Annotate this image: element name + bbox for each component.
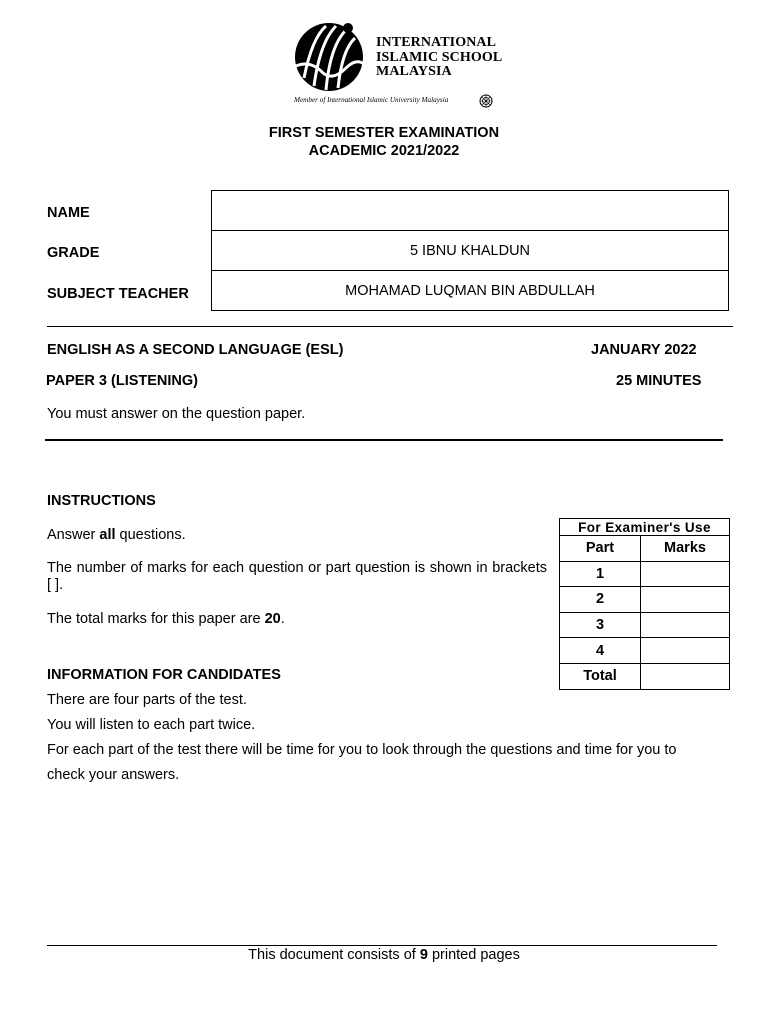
instructions-heading: INSTRUCTIONS — [47, 493, 156, 509]
marks-cell — [641, 612, 730, 638]
part-header: Part — [560, 536, 641, 562]
exam-title: FIRST SEMESTER EXAMINATION — [268, 125, 500, 141]
part-cell: 3 — [560, 612, 641, 638]
examiner-use-table — [559, 518, 730, 690]
total-marks-cell — [641, 663, 730, 689]
academic-year: ACADEMIC 2021/2022 — [308, 143, 460, 159]
answer-note: You must answer on the question paper. — [47, 406, 306, 422]
marks-cell — [641, 561, 730, 587]
divider-top — [47, 326, 733, 327]
grade-label: GRADE — [47, 245, 100, 261]
info-line: You will listen to each part twice. — [47, 717, 256, 733]
footer-rule — [47, 945, 717, 946]
total-marks-line: The total marks for this paper are 20. — [47, 611, 285, 627]
school-logo-mark-icon — [292, 20, 374, 94]
school-name: INTERNATIONAL ISLAMIC SCHOOL MALAYSIA — [376, 35, 503, 79]
info-line: There are four parts of the test. — [47, 692, 247, 708]
part-cell: 2 — [560, 587, 641, 613]
paper-title: PAPER 3 (LISTENING) — [46, 373, 198, 389]
info-line: For each part of the test there will be time for you to look through the questions and time for you to — [47, 742, 677, 758]
exam-duration: 25 MINUTES — [616, 373, 702, 389]
name-label: NAME — [47, 205, 90, 221]
teacher-label: SUBJECT TEACHER — [47, 286, 189, 302]
teacher-value: MOHAMAD LUQMAN BIN ABDULLAH — [345, 283, 595, 299]
exam-date: JANUARY 2022 — [591, 342, 697, 358]
marks-header: Marks — [641, 536, 730, 562]
name-field — [212, 191, 728, 231]
marks-cell — [641, 587, 730, 613]
member-tagline: Member of International Islamic University Malaysia — [294, 96, 449, 104]
school-logo — [292, 20, 502, 112]
part-cell: 4 — [560, 638, 641, 664]
part-cell: 1 — [560, 561, 641, 587]
university-emblem-icon — [479, 94, 493, 108]
examiner-table-title: For Examiner's Use — [560, 519, 730, 536]
page-count-note: This document consists of 9 printed pages — [248, 947, 520, 963]
marks-note: The number of marks for each question or part question is shown in brackets [ ]. — [47, 560, 547, 593]
info-line: check your answers. — [47, 767, 180, 783]
divider-bottom — [45, 439, 723, 441]
total-label: Total — [560, 663, 641, 689]
marks-cell — [641, 638, 730, 664]
grade-value: 5 IBNU KHALDUN — [212, 231, 728, 271]
subject-title: ENGLISH AS A SECOND LANGUAGE (ESL) — [47, 342, 344, 358]
answer-all-line: Answer all questions. — [47, 527, 186, 543]
student-details-table — [211, 190, 729, 311]
information-heading: INFORMATION FOR CANDIDATES — [47, 667, 281, 683]
